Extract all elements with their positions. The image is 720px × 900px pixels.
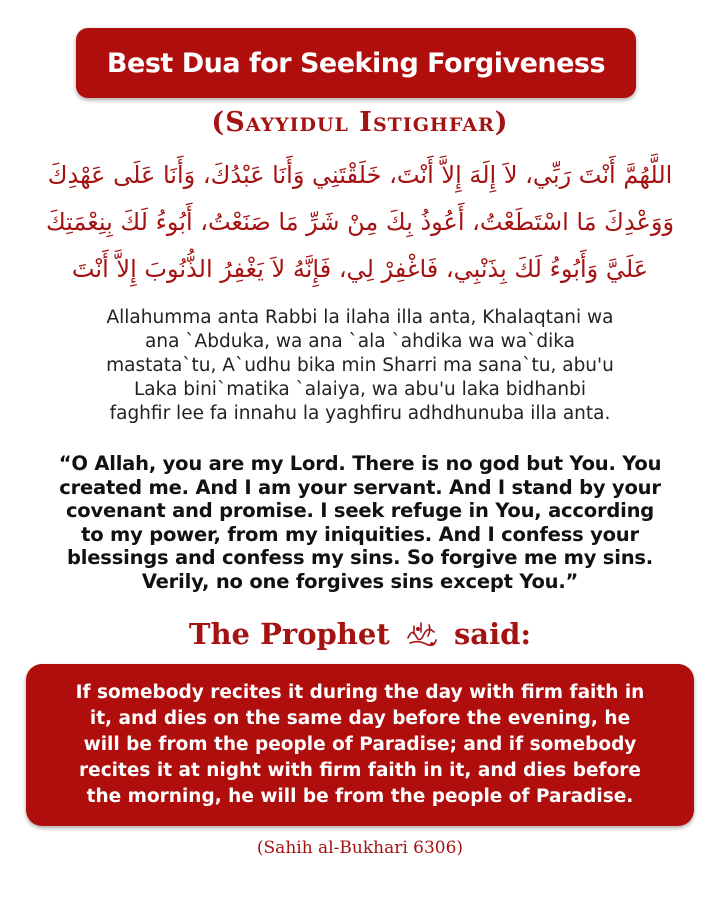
hadith-line: If somebody recites it during the day with firm faith in — [75, 682, 645, 703]
translation-line: “O Allah, you are my Lord. There is no god but You. You — [58, 452, 662, 475]
transliteration-line: ana `Abduka, wa ana `ala `ahdika wa wa`dika — [145, 331, 575, 352]
hadith-line: the morning, he will be from the people of Paradise. — [86, 786, 634, 807]
prophet-heading-before: The Prophet — [188, 617, 390, 651]
page-title: Best Dua for Seeking Forgiveness — [106, 47, 606, 79]
arabic-dua — [30, 152, 690, 293]
translation-line: blessings and confess my sins. So forgive me my sins. — [67, 546, 653, 569]
translation-line: covenant and promise. I seek refuge in You, according — [65, 499, 655, 522]
arabic-line: اللَّهُمَّ أَنْتَ رَبِّي، لاَ إِلَهَ إِلاَّ أَنْتَ، خَلَقْتَنِي وَأَنَا عَبْدُكَ، وَأَنَا عَلَى عَهْدِكَ — [47, 161, 673, 189]
transliteration-line: Allahumma anta Rabbi la ilaha illa anta, Khalaqtani wa — [106, 307, 614, 328]
translation-line: Verily, no one forgives sins except You.” — [141, 569, 579, 593]
prophet-heading-after: said: — [453, 617, 532, 651]
translation-line: to my power, from my iniquities. And I confess your — [81, 522, 639, 546]
translation-line: created me. And I am your servant. And I stand by your — [59, 475, 661, 499]
arabic-line: وَوَعْدِكَ مَا اسْتَطَعْتُ، أَعُوذُ بِكَ مِنْ شَرِّ مَا صَنَعْتُ، أَبُوءُ لَكَ بِنِعْمَتِكَ — [45, 208, 675, 236]
title-banner — [76, 28, 636, 98]
transliteration — [20, 306, 700, 426]
hadith-source: (Sahih al-Bukhari 6306) — [256, 838, 464, 858]
prophet-heading — [0, 617, 720, 651]
salawat-calligraphy-icon — [404, 618, 440, 648]
arabic-line: عَلَيَّ وَأَبُوءُ لَكَ بِذَنْبِي، فَاغْفِرْ لِي، فَإِنَّهُ لاَ يَغْفِرُ الذُّنُوبَ إِلاَّ أَنْتَ — [71, 255, 649, 283]
hadith-box — [26, 664, 694, 826]
hadith-text — [40, 680, 680, 810]
hadith-line: will be from the people of Paradise; and if somebody — [83, 734, 637, 755]
transliteration-line: faghfir lee fa innahu la yaghfiru adhdhunuba illa anta. — [109, 403, 611, 424]
transliteration-line: mastata`tu, A`udhu bika min Sharri ma sana`tu, abu'u — [106, 355, 614, 376]
hadith-line: recites it at night with firm faith in it, and dies before — [79, 760, 641, 781]
subtitle: (Sayyidul Istighfar) — [211, 107, 509, 138]
transliteration-line: Laka bini`matika `alaiya, wa abu'u laka bidhanbi — [133, 379, 587, 400]
hadith-line: it, and dies on the same day before the evening, he — [89, 708, 631, 729]
translation — [14, 452, 706, 593]
